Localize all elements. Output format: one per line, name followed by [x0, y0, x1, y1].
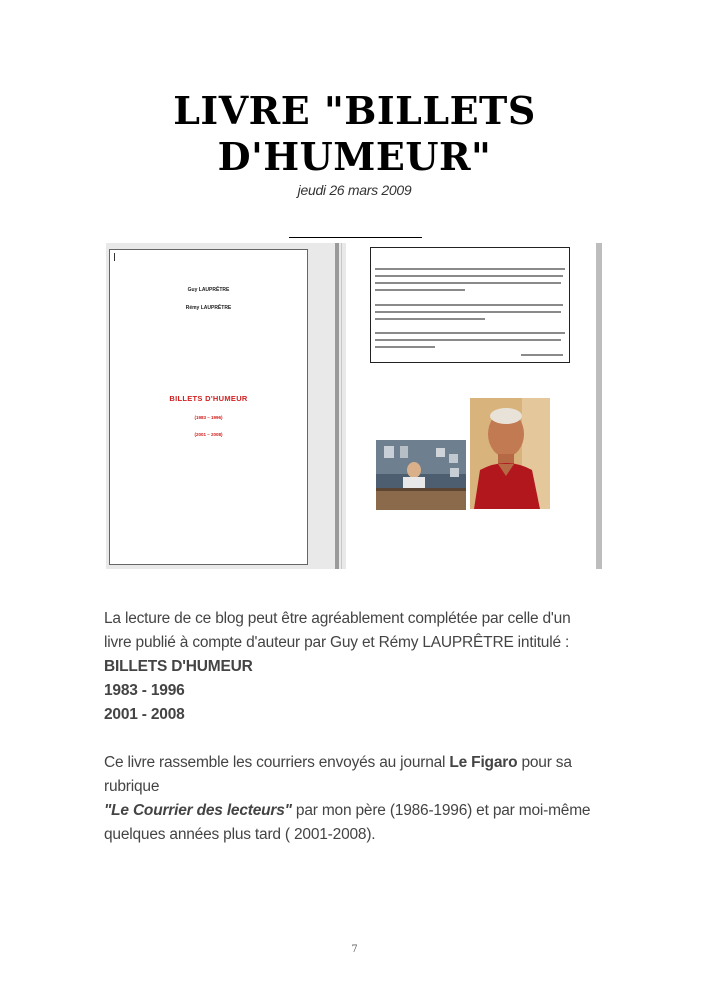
description-paragraph	[104, 751, 624, 847]
desc-text-1: Ce livre rassemble les courriers envoyés au journal	[104, 754, 450, 771]
years-range-1: 1983 - 1996	[104, 682, 185, 699]
desc-text-4: par mon père (1986-1996) et par moi-même	[291, 802, 591, 819]
desc-text-2: pour sa	[517, 754, 572, 771]
photo-smiling-man	[470, 398, 550, 509]
title-line-1: LIVRE "BILLETS	[173, 88, 536, 133]
author-1: Guy LAUPRÊTRE	[187, 287, 230, 293]
book-title-text: BILLETS D'HUMEUR	[104, 658, 253, 675]
page-title	[0, 88, 709, 180]
desc-text-5: quelques années plus tard ( 2001-2008).	[104, 826, 376, 843]
intro-line-2: livre publié à compte d'auteur par Guy et Rémy LAUPRÊTRE intitulé :	[104, 634, 570, 651]
separator-rule	[289, 237, 422, 238]
book-back-page	[346, 243, 596, 569]
author-2: Rémy LAUPRÊTRE	[185, 305, 232, 311]
book-title: BILLETS D'HUMEUR	[169, 394, 248, 403]
intro-line-1: La lecture de ce blog peut être agréablement complétée par celle d'un	[104, 610, 571, 627]
book-image	[106, 243, 602, 569]
book-spine-line	[341, 243, 342, 569]
courrier-lecteurs-text: "Le Courrier des lecteurs"	[104, 802, 292, 819]
book-years-1: (1983 – 1996)	[194, 415, 223, 420]
photo-man-at-desk	[376, 440, 466, 510]
intro-paragraph	[104, 607, 624, 727]
page-number: 7	[351, 944, 358, 955]
title-line-2: D'HUMEUR"	[217, 134, 492, 179]
page-marker	[114, 253, 115, 261]
back-cover-text-box	[370, 247, 570, 363]
book-right-edge	[596, 243, 602, 569]
le-figaro-text: Le Figaro	[449, 754, 518, 771]
book-cover-page	[109, 249, 308, 565]
book-spine	[335, 243, 339, 569]
book-years-2: (2001 – 2008)	[194, 432, 223, 437]
post-date: jeudi 26 mars 2009	[297, 182, 412, 198]
years-range-2: 2001 - 2008	[104, 706, 185, 723]
desc-text-3: rubrique	[104, 778, 160, 795]
